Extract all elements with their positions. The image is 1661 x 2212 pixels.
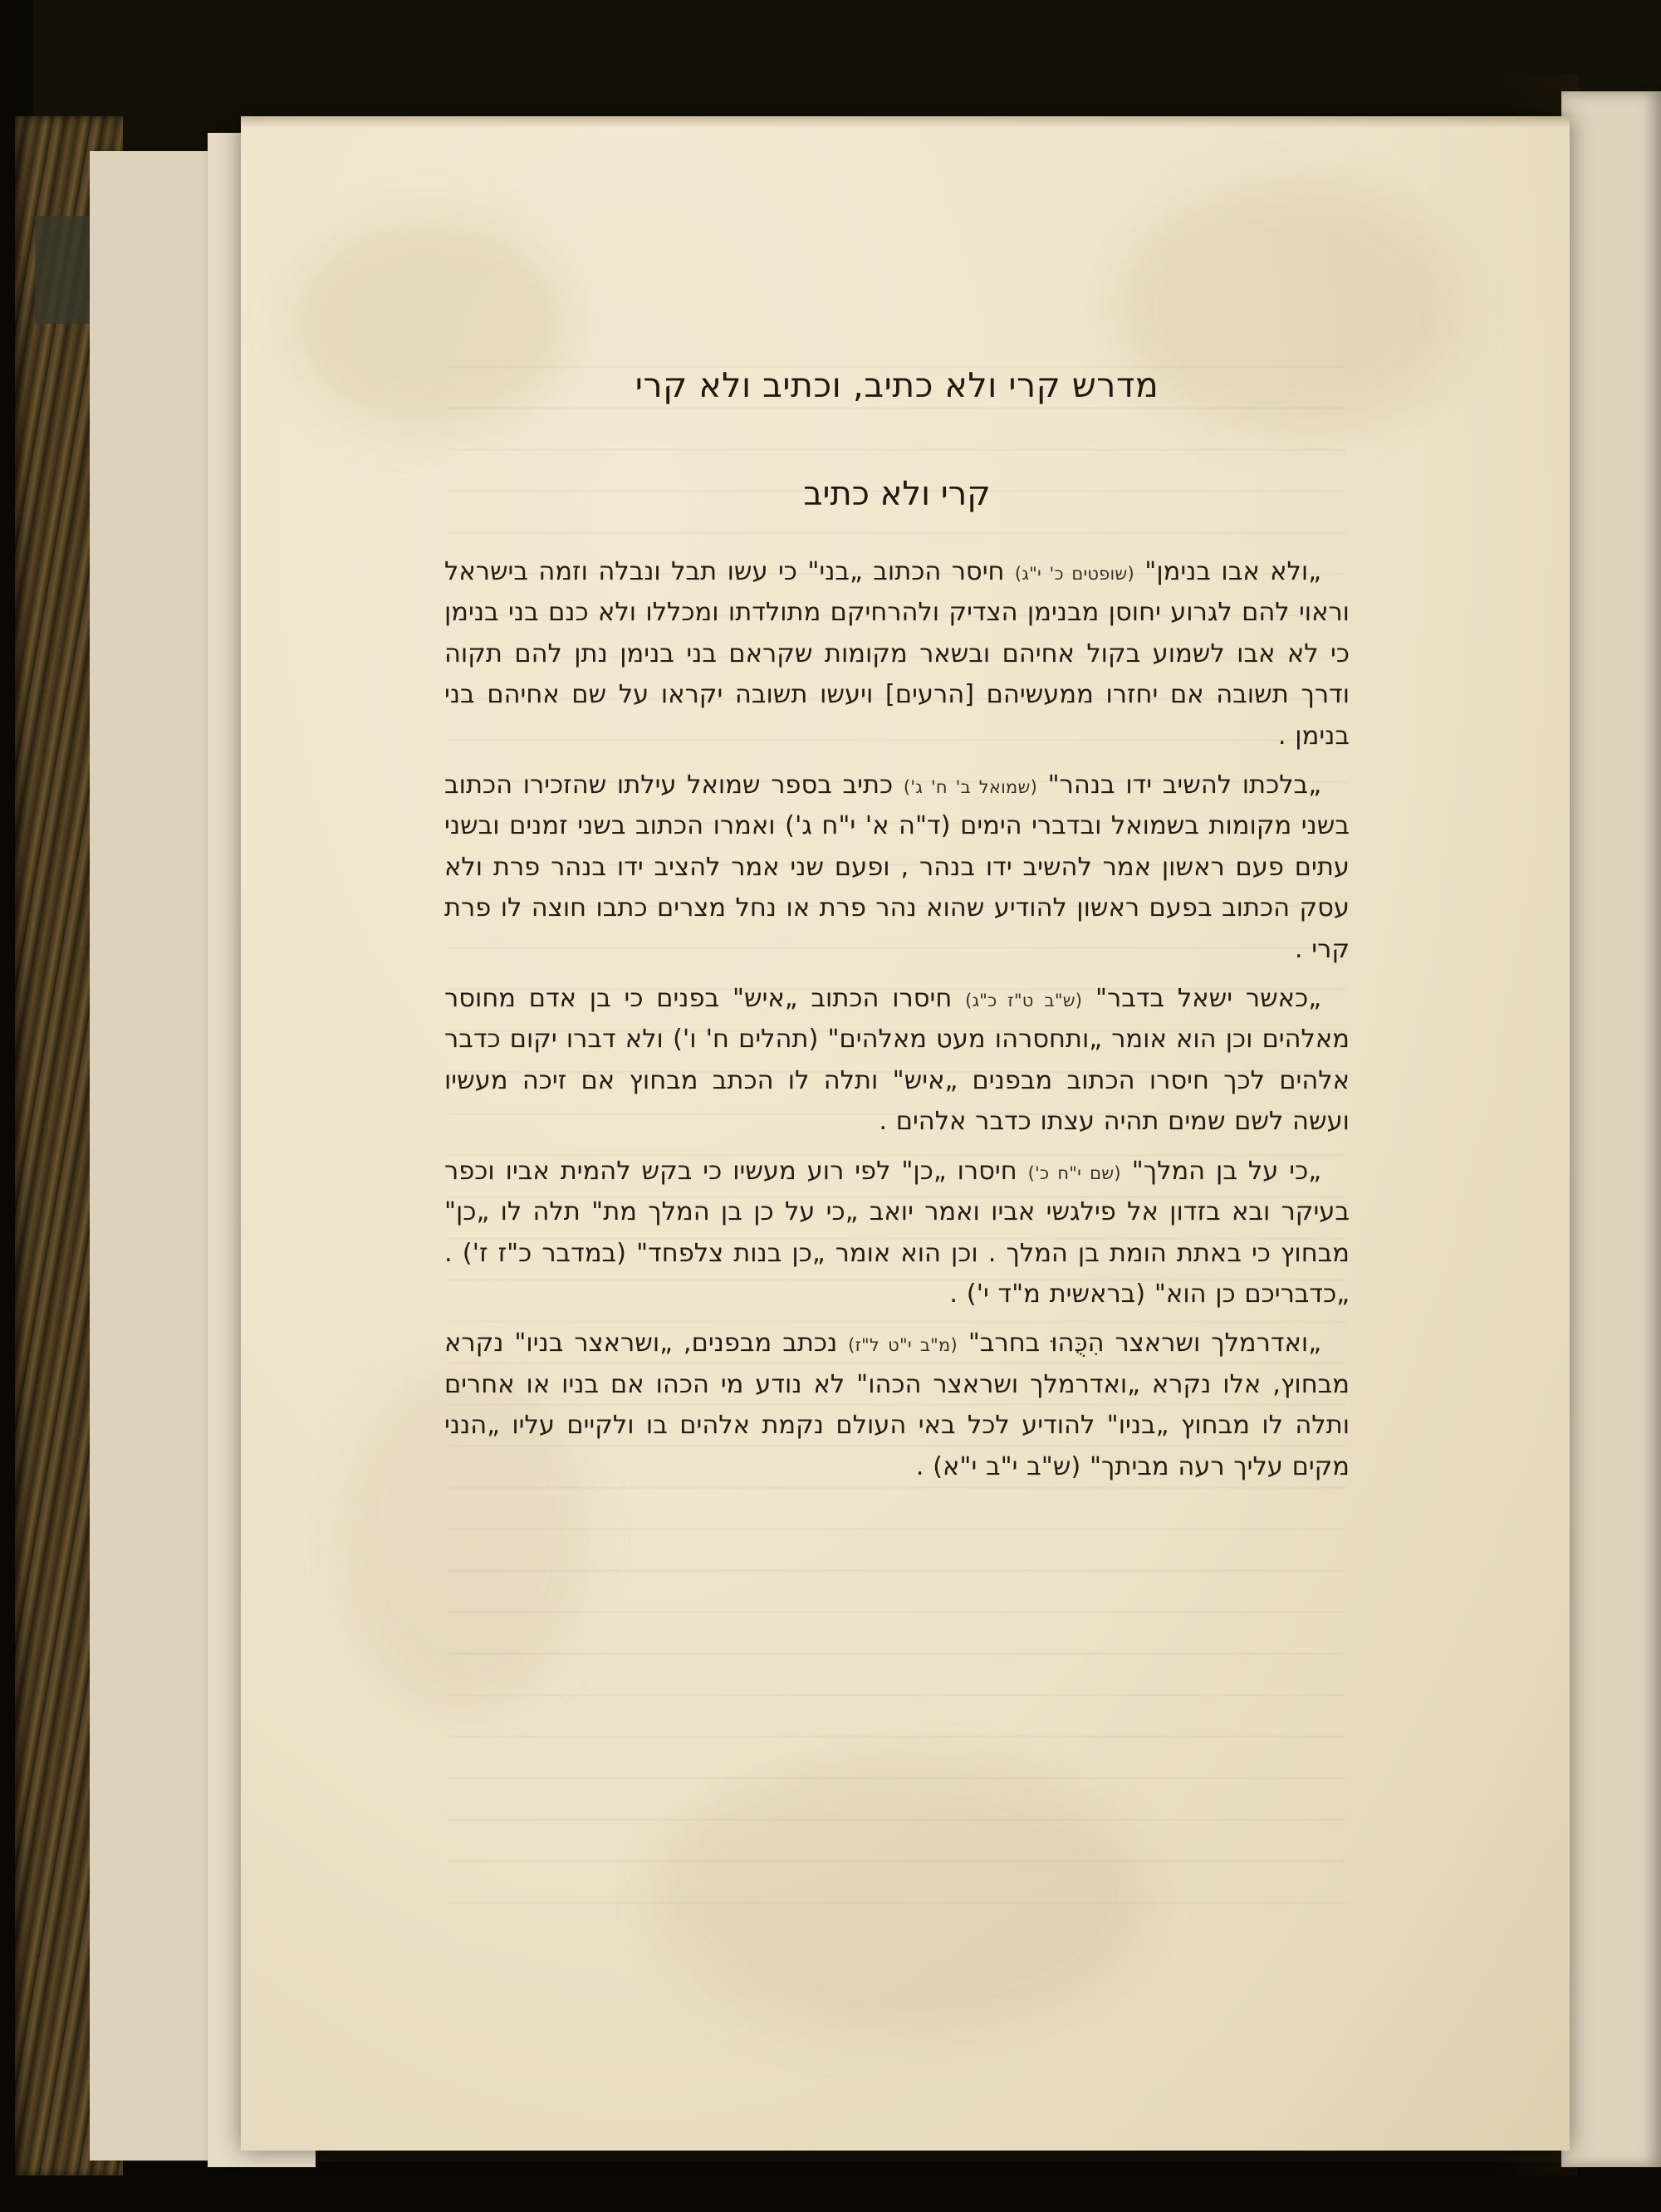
paragraph-text-lead: „בלכתו להשיב ידו בנהר" (1037, 771, 1321, 800)
source-citation: (ש"ב ט"ז כ"ג) (965, 991, 1083, 1011)
source-citation: (מ"ב י"ט ל"ז) (848, 1335, 958, 1356)
paragraph-text-rest: חיסרו „כן" לפי רוע מעשיו כי בקש להמית אביו וכפר בעיקר ובא בזדון אל פילגשי אביו ואמר יואב „כי על כן בן המלך מת" תלה לו „כן" מבחוץ כי באתת הומת בן המלך . וכן הוא אומר „כן בנות צלפחד" (במדבר כ"ז ז') . „כדבריכם כן הוא" (בראשית מ"ד י') . (444, 1156, 1350, 1309)
scan-background-bottom (0, 2162, 1661, 2212)
page-text-block (444, 365, 1350, 1487)
body-paragraph (444, 1151, 1350, 1315)
paragraph-text-lead: „ולא אבו בנימן" (1134, 557, 1321, 586)
body-paragraph (444, 1323, 1350, 1487)
body-paragraph (444, 978, 1350, 1143)
paragraph-text-lead: „ואדרמלך ושראצר הִכֻּהוּ בחרב" (957, 1329, 1322, 1358)
paragraph-text-rest: חיסרו הכתוב „איש" בפנים כי בן אדם מחוסר מאלהים וכן הוא אומר „ותחסרהו מעט מאלהים" (תהלים ח' ו') ולא דברו יקום כדבר אלהים לכך חיסרו הכתוב מבפנים „איש" ותלה לו הכתב מבחוץ אם זיכה מעשיו ועשה לשם שמים תהיה עצתו כדבר אלהים . (444, 984, 1350, 1137)
paragraph-text-rest: נכתב מבפנים, „ושראצר בניו" נקרא מבחוץ, אלו נקרא „ואדרמלך ושראצר הכהו" לא נודע מי הכהו אם בניו או אחרים ותלה לו מבחוץ „בניו" להודיע לכל באי העולם נקמת אלהים בו ולקיים עליו „הנני מקים עליך רעה מביתך" (ש"ב י"ב י"א) . (444, 1329, 1350, 1481)
cover-marbling-patch (35, 216, 93, 324)
paragraph-text-rest: כתיב בספר שמואל עילתו שהזכירו הכתוב בשני מקומות בשמואל ובדברי הימים (ד"ה א' י"ח ג') ואמרו הכתוב בשני זמנים ובשני עתים פעם ראשון אמר להשיב ידו בנהר , ופעם שני אמר להציב ידו בנהר פרת ולא עסק הכתוב בפעם ראשון להודיע שהוא נהר פרת או נחל מצרים כתבו חוצה לו פרת קרי . (444, 771, 1350, 964)
page-top-edge (241, 116, 1570, 128)
paragraph-text-rest: חיסר הכתוב „בני" כי עשו תבל ונבלה וזמה בישראל וראוי להם לגרוע יחוסן מבנימן הצדיק ולהרחיקם מתולדתו ומכללו ולא כנם בני בנימן כי לא אבו לשמוע בקול אחיהם ובשאר מקומות שקראם בני בנימן נתן להם תקוה ודרך תשובה אם יחזרו ממעשיהם [הרעים] ויעשו תשובה יקראו על שם אחיהם בני בנימן . (444, 557, 1350, 751)
paragraph-text-lead: „כאשר ישאל בדבר" (1082, 984, 1322, 1014)
source-citation: (שופטים כ' י"ג) (1014, 564, 1134, 584)
body-paragraph (444, 551, 1350, 756)
source-citation: (שמואל ב' ח' ג') (903, 777, 1037, 798)
book-page (241, 116, 1570, 2151)
facing-page-edge (1561, 91, 1661, 2167)
body-paragraph (444, 765, 1350, 970)
paragraph-text-lead: „כי על בן המלך" (1120, 1156, 1322, 1186)
page-stain (656, 1760, 1154, 2043)
section-heading: קרי ולא כתיב (803, 475, 991, 513)
page-title: מדרש קרי ולא כתיב, וכתיב ולא קרי (635, 365, 1159, 405)
source-citation: (שם י"ח כ') (1027, 1162, 1121, 1183)
